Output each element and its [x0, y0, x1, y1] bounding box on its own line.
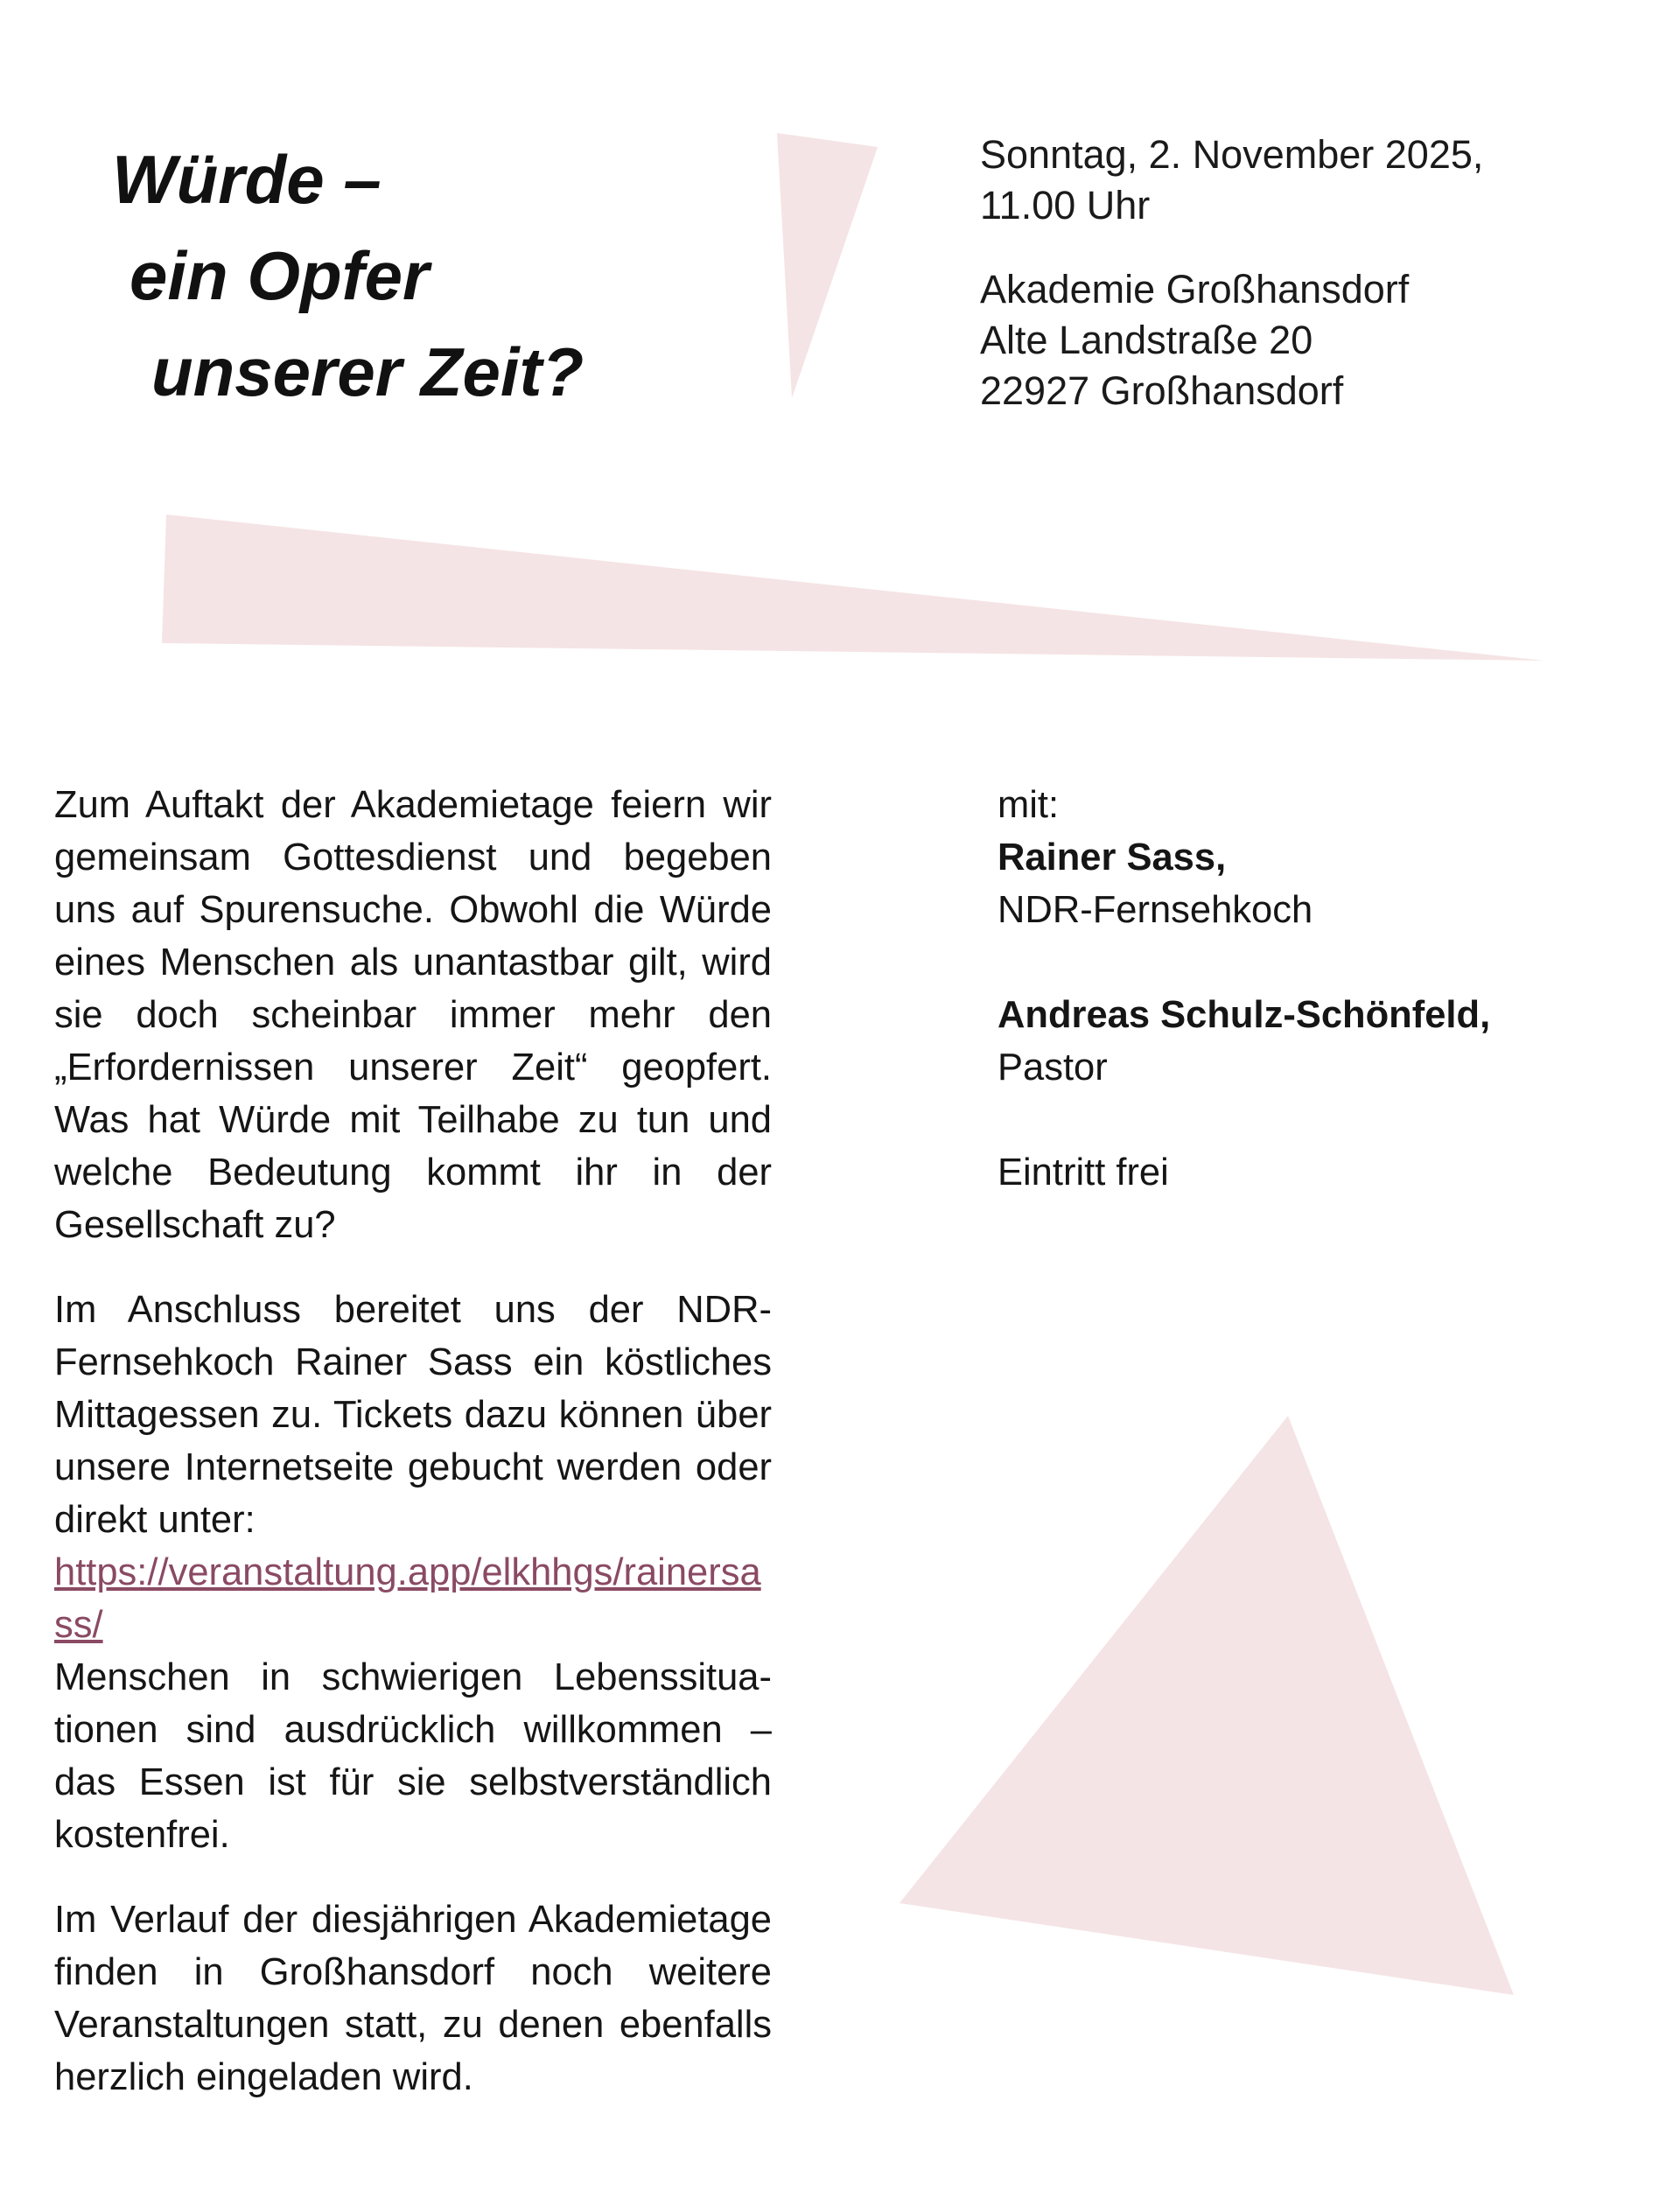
event-datetime — [980, 130, 1483, 231]
bottom-large-triangle — [900, 1416, 1514, 1995]
paragraph-further-events: Im Verlauf der diesjährigen Akademietage finden in Großhansdorf noch weitere Veranstaltungen statt, zu denen ebenfalls herzlich eingeladen wird. — [54, 1899, 772, 2098]
description — [54, 779, 772, 2136]
ticket-link[interactable]: https://veranstaltung.app/elkhhgs/rainersass/ — [54, 1551, 761, 1646]
paragraph-welcome: Menschen in schwierigen Lebenssituationen sind ausdrücklich willkommen – das Essen ist für sie selbstverständlich kostenfrei. — [54, 1656, 772, 1856]
paragraph-intro: Zum Auftakt der Akademietage feiern wir gemeinsam Gottesdienst und begeben uns auf Spurensuche. Obwohl die Würde eines Menschen als unantastbar gilt, wird sie doch scheinbar immer mehr den „Erfordernissen unserer Zeit“ geopfert. Was hat Würde mit Teilhabe zu tun und welche Bedeutung kommt ihr in der Gesellschaft zu? — [54, 784, 772, 1246]
admission-note — [998, 1146, 1490, 1199]
venue-street: Alte Landstraße 20 — [980, 318, 1313, 362]
event-info — [980, 130, 1483, 416]
event-address — [980, 264, 1483, 416]
guest-role-1: NDR-Fernsehkoch — [998, 889, 1313, 931]
event-time: 11.00 Uhr — [980, 183, 1151, 228]
guest-group-2 — [998, 989, 1490, 1094]
admission-text: Eintritt frei — [998, 1152, 1169, 1194]
page-title — [112, 131, 584, 420]
venue-city: 22927 Großhansdorf — [980, 368, 1344, 413]
title-line-2: ein Opfer — [130, 237, 430, 314]
guest-role-2: Pastor — [998, 1046, 1108, 1088]
guest-name-1: Rainer Sass, — [998, 836, 1227, 878]
title-line-3: unserer Zeit? — [151, 333, 584, 410]
top-small-triangle — [777, 133, 878, 398]
guest-group-1 — [998, 779, 1490, 936]
paragraph-lunch: Im Anschluss bereitet uns der NDR-Fernsehkoch Rainer Sass ein köstliches Mittagessen zu. Tickets dazu können über unsere Internetseite gebucht werden oder direkt unter: — [54, 1289, 772, 1541]
venue-name: Akademie Großhansdorf — [980, 267, 1410, 312]
guests-intro: mit: — [998, 784, 1060, 826]
wide-wedge-triangle — [162, 514, 1544, 661]
guest-list — [998, 779, 1490, 1199]
guest-name-2: Andreas Schulz-Schönfeld, — [998, 994, 1491, 1036]
event-date: Sonntag, 2. November 2025, — [980, 132, 1484, 177]
title-line-1: Würde – — [112, 141, 382, 218]
